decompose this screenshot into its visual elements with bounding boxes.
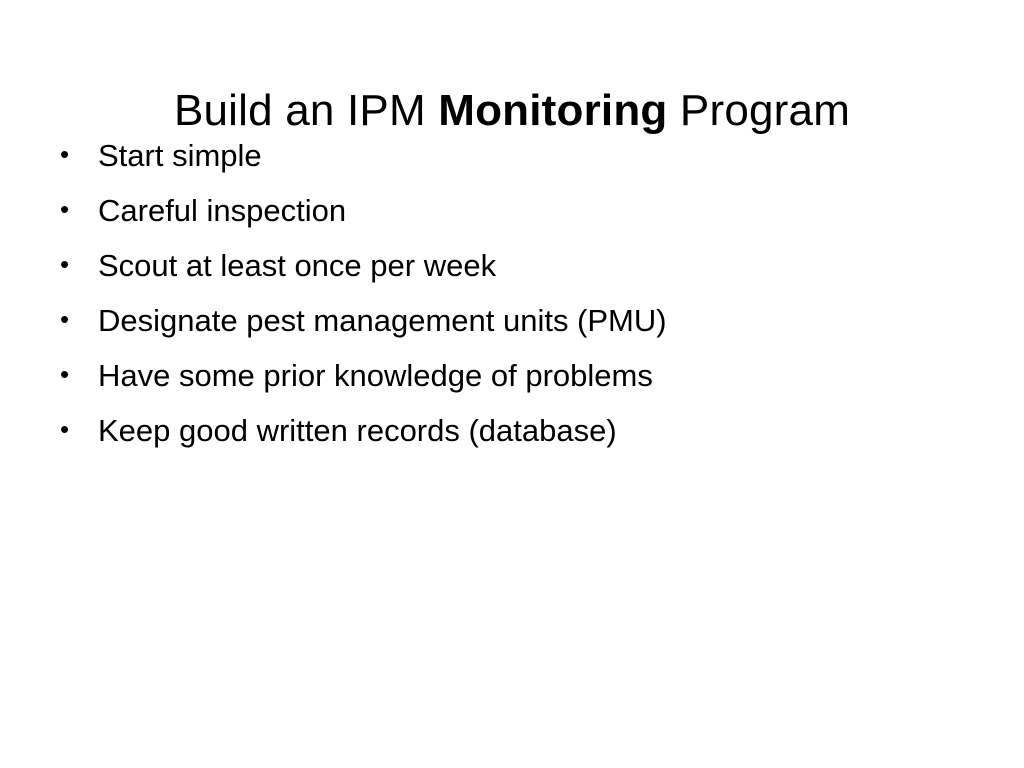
list-item-label: Scout at least once per week bbox=[98, 248, 497, 283]
list-item-label: Careful inspection bbox=[98, 193, 347, 228]
list-item-label: Start simple bbox=[98, 138, 262, 173]
bullet-point-icon: • bbox=[60, 194, 70, 224]
page-title-part-before: Build an IPM bbox=[173, 86, 439, 136]
list-item bbox=[60, 195, 960, 226]
bullet-point-icon: • bbox=[60, 304, 70, 334]
bullet-list bbox=[60, 140, 960, 470]
page-title bbox=[0, 87, 1024, 135]
list-item bbox=[60, 360, 960, 391]
list-item bbox=[60, 250, 960, 281]
list-item-label: Keep good written records (database) bbox=[98, 413, 617, 448]
list-item-label: Have some prior knowledge of problems bbox=[98, 358, 653, 393]
page-title-part-after: Program bbox=[667, 86, 851, 136]
list-item-label: Designate pest management units (PMU) bbox=[98, 303, 667, 338]
bullet-point-icon: • bbox=[60, 139, 70, 169]
list-item bbox=[60, 140, 960, 171]
page-title-emphasis: Monitoring bbox=[438, 86, 668, 136]
list-item bbox=[60, 305, 960, 336]
bullet-point-icon: • bbox=[60, 249, 70, 279]
list-item bbox=[60, 415, 960, 446]
bullet-point-icon: • bbox=[60, 414, 70, 444]
bullet-point-icon: • bbox=[60, 359, 70, 389]
